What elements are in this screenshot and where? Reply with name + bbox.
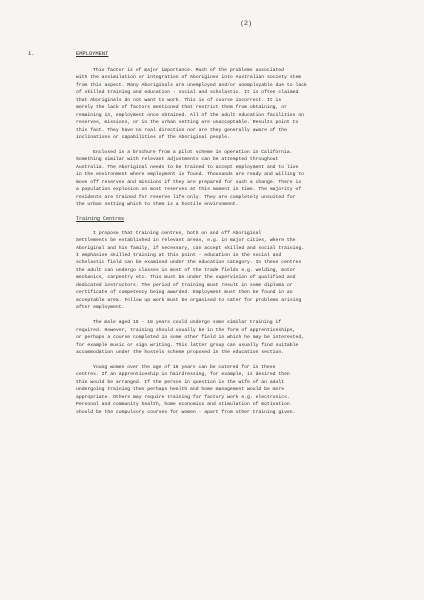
- text-line: Young women over the age of 16 years can be catered for in these: [93, 364, 276, 370]
- document-body: [76, 67, 386, 416]
- text-line: The male aged 15 - 18 years could undergo some similar training if: [93, 320, 282, 326]
- text-line: This factor is of major importance. Much of the problems associated: [93, 68, 284, 73]
- paragraph: [76, 67, 386, 142]
- text-line: inclinations or capabilities of the Aboriginal people.: [76, 135, 230, 141]
- text-line: scholastic field can be examined under the education category. In these centres: [76, 260, 302, 266]
- text-line: move off reserves and missions if they are prepared for such a change. There is: [76, 179, 302, 185]
- text-line: of skilled training and education - social and scholastic. It is often claimed: [76, 90, 299, 96]
- text-line: the urban setting which to them is a hostile environment.: [76, 202, 239, 208]
- text-line: that Aboriginals do not want to work. This is of course incorrect. It is: [76, 97, 282, 103]
- text-line: or perhaps a course completed in some other field in which he may be interested,: [76, 335, 305, 341]
- text-line: should be the compulsory courses for women - apart from other training given.: [76, 409, 296, 415]
- text-line: in the environment where employment is found. Thousands are ready and willing to: [76, 172, 305, 178]
- subheading: Training Centres: [76, 216, 125, 223]
- text-line: Enclosed is a brochure from a pilot scheme in operation in California.: [93, 150, 293, 156]
- text-line: this would be arranged. If the person in question is the wife of an adult: [76, 379, 285, 385]
- text-line: undergoing training then perhaps health and home management would be more: [76, 387, 285, 393]
- text-line: Personal and community health, home economics and stimulation of motivation: [76, 402, 290, 408]
- text-line: Something similar with relevant adjustments can be attempted throughout: [76, 157, 279, 163]
- text-line: this fact. They have no real direction nor are they generally aware of the: [76, 127, 287, 133]
- text-line: certificate of competency being awarded. Employment must then be found in an: [76, 290, 293, 296]
- text-line: residents are trained for reserve life only. They are completely unsuited for: [76, 194, 296, 200]
- text-line: remaining in, employment once obtained. All of the adult education facilities on: [76, 112, 305, 118]
- text-line: for example music or sign writing. This latter group can usually find suitable: [76, 342, 299, 348]
- paragraph: [76, 230, 386, 312]
- text-line: the adult can undergo classes in most of the trade fields e.g. welding, motor: [76, 267, 296, 273]
- text-line: dedicated instructors. The period of training must result in some diploma or: [76, 282, 293, 288]
- paragraph: [76, 149, 386, 209]
- text-line: a population explosion on most reserves at this moment in time. The majority of: [76, 187, 302, 193]
- text-line: I propose that training centres, both on and off Aboriginal: [93, 230, 262, 236]
- text-line: accommodation under the hostels scheme proposed in the education section.: [76, 349, 285, 355]
- text-line: centres. If an apprenticeship in hairdressing, for example, is desired then: [76, 372, 290, 378]
- page-number: (2): [240, 20, 252, 27]
- text-line: mechanics, carpentry etc. This must be under the supervision of qualified and: [76, 275, 296, 281]
- text-line: appropriate. Others may require training for factory work e.g. electronics.: [76, 394, 290, 400]
- paragraph: [76, 364, 386, 416]
- section-number: 1.: [28, 51, 35, 57]
- text-line: from this aspect. Many Aboriginals are unemployed and/or unemployable due to lack: [76, 82, 307, 88]
- text-line: after employment.: [76, 305, 125, 311]
- text-line: Australia. The Aboriginal needs to be trained to accept employment and to live: [76, 164, 299, 170]
- text-line: required. However, training should usually be in the form of apprenticeships,: [76, 327, 296, 333]
- text-line: merely the lack of factors mentioned that restrict them from obtaining, or: [76, 105, 287, 111]
- text-line: with the assimilation or integration of Aborigines into Australian society stem: [76, 75, 302, 81]
- paragraph: [76, 319, 386, 356]
- section-title: EMPLOYMENT: [76, 51, 109, 57]
- section-heading: [28, 51, 386, 61]
- text-line: I emphasise skilled training at this point - education in the social and: [76, 253, 282, 259]
- text-line: reserves, missions, or in the urban setting are unacceptable. Results point to: [76, 120, 299, 126]
- text-line: Aboriginal and his family, if necessary, can accept skilled and social training.: [76, 245, 305, 251]
- text-line: Settlements be established in relevant areas, e.g. in major cities, where the: [76, 238, 296, 244]
- text-line: acceptable area. Follow up work must be organised to cater for problems arising: [76, 297, 302, 303]
